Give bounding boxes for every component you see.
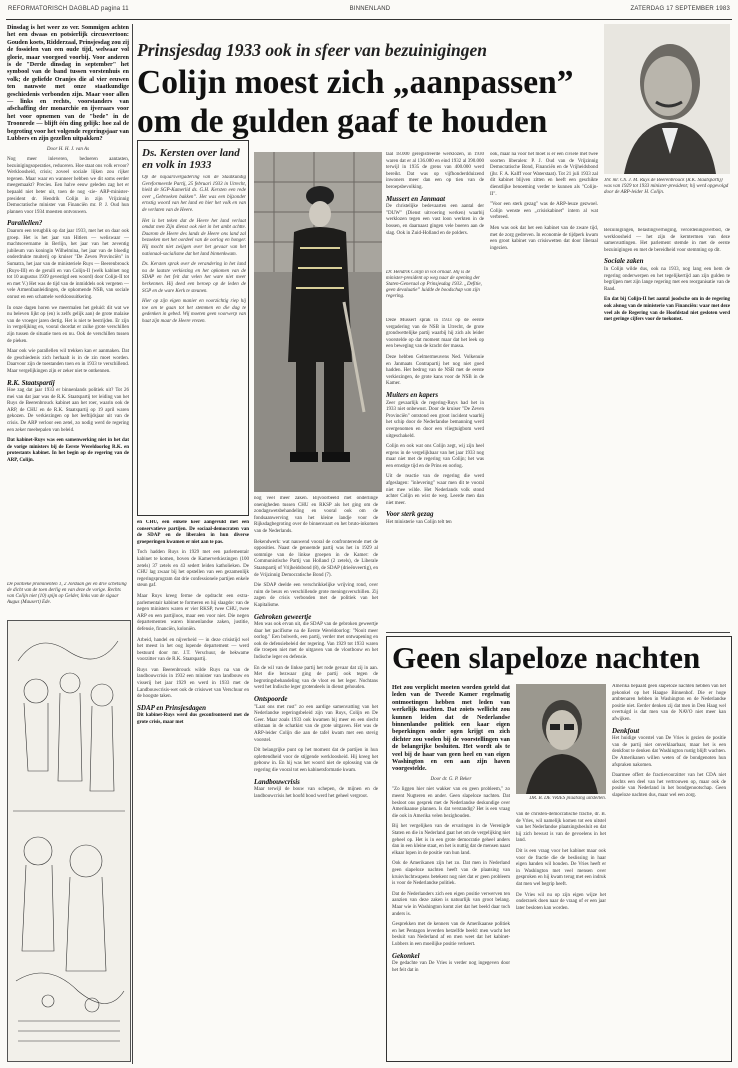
- feature-paragraph: Het huidige voorstel van De Vries is gezien de positie van de partij niet onverklaarbaar, maar het is een denkfout te denken dat Washington rustig blijft wachten. De Amerikanen willen weten of de bondgenoten hun afspraken nakomen.: [612, 736, 726, 768]
- article-headline-2: om de gulden gaaf te houden: [137, 103, 548, 140]
- article-column-b: [137, 520, 249, 900]
- feature-paragraph: van de christen-democratische fractie, dr. B. de Vries, wil namelijk komen tot een uitstel van het Nederlandse plaatsingsbesluit en dat hij zich bewust is van de gevoelens in het land.: [516, 812, 606, 844]
- feature-paragraph: De Vries wil nu op zijn eigen wijze het onderzoek doen naar de vraag of er een jaar later besloten kan worden.: [516, 892, 606, 911]
- article-column-c: [254, 496, 378, 900]
- header-section: BINNENLAND: [349, 6, 391, 12]
- article-paragraph: Bekendwerk: wat nauwend vooral de confronterende met de opposities. Naast de genoemde partij was het in 1929 al sommige van de linkse groepen in de Kamer: de Communistische Partij van Holland (2 zetels), de Liberale Staatspartij of Vrijheidsbond (8), de SDAP (drieënveertig), en de Vrijzinnig Democratische Bond (7).: [254, 539, 378, 578]
- article-paragraph: Deze Mussert sprak in 1933 op de eerste vergadering van de NSB in Utrecht, de grote grondwettelijke partij waarbij hij zich als leider voorstelde op dat moment maar dat het leek op een beweging van de kracht der massa.: [386, 318, 484, 350]
- kersten-title: Ds. Kersten over land en volk in 1933: [142, 147, 240, 171]
- feature-paragraph: "Zo liggen hier niet wakker van en geen probleem," zo meent Nugteren en ander. Geen slapeloze nachten. Dat besloot ons gesprek met de Nederlandse deskundige over Amerikaanse plannen. Is dat verstandig? Het is een vraag die ook in Amerika velen bezighouden.: [392, 787, 510, 819]
- left-paragraph: Nog meer inleveren, bedoeren aantasten, bezuinigingsoperaties, reduceren. Hoe staat ons volk ervoor? Werkloosheid, crisis; zoveel sociale lijken zou rijker tegenen. Maar waar en wanneer hebben we dit soms eerder meegemaakt? Precies. Een halve eeuw geleden zag het er bepaald niet beter uit, toen de nog -zie- ARP-minister-president dr. Hendrik Colijn in zijn Vrijzinnig Democratische minister van Financiën mr. P. J. Oud hun plannen voor 1934 moesten ontvouwen.: [7, 157, 129, 215]
- feature-lead: Het zou verplicht moeten worden geteld dat leden van de Tweede Kamer regelmatig ontmoetingen hebben met leden van werkelijk machten. Dat zoiets wellicht zou kunnen leiden dat de Nederlandse binnenlandse politiek een kaar eigen beperkingen onder ogen krijgt en zich dichter zou voelen bij de voorstellingen van de belangrijke besluiten. Het wordt als te veel bij de haar van geen heel en van eigen Washington en een aan zijn haven voorgestelde.: [392, 684, 510, 773]
- article-paragraph: Het ministerie van Colijn telt ten: [386, 520, 452, 526]
- header-left: REFORMATORISCH DAGBLAD pagina 11: [8, 6, 129, 12]
- left-byline: Door H. H. J. van As: [46, 146, 90, 152]
- kersten-paragraph: Op de najaarsvergadering van de Staatkundig Gereformeerde Partij, 25 februari 1933 in Utrecht, hield de SGP-Kamerlid ds. G.H. Kersten een rede over „Gebroeken bakken”. Het was een bijzonder ernstig woord van het land en hier het volk en van de verlaten van de Heere.: [142, 175, 246, 213]
- left-lead: Dinsdag is het weer zo ver. Sommigen achten het een dwaas en potsierlijk circusvertoon: Gouden koets, Ridderzaal, Prinsjesdag zou zij de fossielen van een oude tijd, welwaar vol glorie, maar voorgoed voorbij. Voor anderen is de "Derde dinsdag in september" het symbool van de band tussen vorstenhuis en volk; de geliefde Oranjes die al vier eeuwen ten nauwste met onze staatkundige geschiedenis verbonden zijn. Maar voor allen — links en rechts, voorstanders van afschaffing der monarchie en ijveraars voor het voor opnemen van de "bede" in de Troonrede — blijft één ding gelijk: hoe zal de begroting voor het volgende regeringsjaar van Lubbers en zijn gezellen uitpakken?: [7, 24, 129, 143]
- feature-paragraph: De gedachte van De Vries is verder nog ingegeven door het feit dat in: [392, 961, 510, 973]
- feature-column-1: [392, 684, 510, 1054]
- feature-paragraph: Daarmee offert de fractievoorzitter van het CDA niet slechts een deel van het vertrouwen op, maar ook de positie van Nederland in het bondgenootschap. Geen slapeloze nachten dus, maar wel een zorg.: [612, 773, 726, 798]
- feature-column-2: [516, 812, 606, 1054]
- subhead-muiters: Muiters en kapers: [386, 390, 439, 399]
- header-rule: [6, 19, 732, 20]
- article-paragraph: Uit de reactie van de regering die werd afgeslagen: "inlevering" waar men dit te vooral niet mee wilde. Het Nederlands volk stond achter Colijn en wist de weg. Leerde men dan niet meer.: [386, 474, 484, 506]
- left-column: [7, 24, 129, 579]
- feature-column-3: [612, 684, 726, 1054]
- subhead-sociale: Sociale zaken: [604, 257, 644, 266]
- political-cartoon: [7, 620, 131, 1062]
- kersten-paragraph: Ds. Kersten sprak over de verandering in het land na de laatste verkiezing en het opkomen van de SDAP en het feit dat velen het ware niet meer herkennen. Hij deed een beroep op de leden de SGP en de ware Kerk te steunen.: [142, 262, 246, 294]
- column-divider: [132, 24, 133, 1064]
- article-paragraph: taal 18.000 geregistreerde werklozen, in 1930 waren dat er al 136.000 en eind 1932 al 390.000 terwijl in 1935 de grens van 400.000 werd bereikt. Dat was op vijfhonderdduizend inwoners meer dan een op tien van de beroepsbevolking.: [386, 152, 484, 190]
- article-column-d: [386, 318, 484, 628]
- article-paragraph: Bezuinigingen, belastingverhoging, verordeningsverbod, de werkloosheid — het zijn de kerntermen van deze samenvattingen. Het parlement stemde in met de eerste bezuinigingen en met de bereidheid voor stemming op dit.: [604, 228, 730, 253]
- portrait-caption: Jhr. mr. Ch. J. M. Ruys de Beerenbrouck (R.K. Staatspartij) was van 1929 tot 1933 minister-president; hij werd opgevolgd door de ARP-leider H. Colijn.: [604, 178, 729, 195]
- article-paragraph: Men was ook dat het een kabinet van de zware tijd, met de zorg gedreven. In economie de tijdperk kwam een groot kabinet van crisiswetten dat door liberaal ingezien.: [490, 225, 598, 251]
- subhead-denkfout: Denkfout: [612, 726, 640, 735]
- feature-paragraph: Dat de Nederlanders zich een eigen positie verwerven ten aanzien van deze zaken is natuurlijk van groot belang. Maar wie in Washington komt ziet dat het beeld daar toch anders is.: [392, 891, 510, 917]
- left-paragraph: Maar ook wie parallellen wil trekken kan er aanmaken. Dat de geschiedenis zich herhaalt is in de zin moet worden. Daarvoor zijn de toestanden toen en in 1933 te verschillend. Maar vergelijkingen zijn er zeker niet te ontkennen.: [7, 349, 129, 374]
- colijn-uniform-photo: [254, 152, 382, 492]
- feature-paragraph: Ook de Amerikanen zijn het zo. Dat men in Nederland geen slapeloze nachten heeft van de plaatsing van kruisvluchtwapens betekent nog niet dat er geen probleem is voor de Nederlandse politiek.: [392, 861, 510, 887]
- article-paragraph: Arbeid, handel en nijverheid — in deze crisistijd wel het meest in het oog lopende departement — werd bestuurd door mr. J.T. Verschuur, de bekwame voorzitter van de R.K. Staatspartij.: [137, 637, 249, 663]
- article-paragraph: Ruys van Beerenbrouck wilde Ruys na van de landbouwcrisis in 1932 een minister van landbouw en visserij het jaar 1929 en werd in 1933 met de Landbouwcrisis-wet ook de crisiswet van Verschuur en de hoogste taken.: [137, 667, 249, 700]
- subhead-sterk-gezag: Voor sterk gezag: [386, 510, 434, 519]
- article-paragraph: Die SDAP deelde een verschrikkelijke wrijving rond, over ruim de beurs en verschillende grote meningsverschillen. Zij zagen de crisis verbonden met de politiek van het Kapitalisme.: [254, 583, 378, 608]
- article-paragraph: De christelijke bedevaarten een aantal der "DUW" (Dienst uitvoering werken) waarbij werklozen tegen een vast loon werkten in de bossen, en daarnaast gingen vele boeren aan de slag. Ook in Zuid-Holland en de polders.: [386, 204, 484, 236]
- subhead-sdap: SDAP en Prinsjesdagen: [137, 703, 206, 712]
- article-column-e-left: [490, 152, 598, 628]
- cartoon-caption: De politieke prominenten 1, 2 Jordaan geï en drie schetsing de dicht van de toen derlig en van deze de vorige. Rechts van Colijn niet (10) spijn op Gelder, links van de sigaar Augus (Mausert) Ede.: [7, 582, 127, 605]
- kersten-paragraph: Het is het teken dat de Heere het land verlaat omdat men Zijn dienst ook niet in het ambt achtte. Daarom de Heere des lands de Heere ons land zal bezoeken met het oordeel van de oorlog en honger. Hij mocht niet zwijgen over het gevaar van het nationaal-socialisme dat het land binnenkwam.: [142, 218, 246, 257]
- feature-paragraph: Dit is een vraag voor het kabinet maar ook voor de fractie die de beslissing in haar eigen handen wil houden. De Vries heeft er in Washington met veel mensen over gesproken en hij kwam terug met een indruk dat men wel begrip heeft.: [516, 848, 606, 887]
- kersten-paragraph: Hier op zijn eigen manier en voorzichtig riep hij toe om te gaan tot het stemmen en die dag te gedenken in gebed. Wij moeten geen voorwerp van haat zijn maar de Heere vrezen.: [142, 299, 246, 324]
- feature-paragraph: Gesprekken met de kenners van de Amerikaanse politiek en het Pentagon leverden hetzelfde beeld: men wacht het besluit van Nederland af en men weet dat het kabinet-Lubbers in een moeilijke positie verkeert.: [392, 922, 510, 947]
- article-paragraph: en CHU, een enkele keer aangevuld met een conservatieve partijen. De sociaal-democraten van de SDAP en de liberalen in hun diverse groeperingen kwamen er niet aan te pas.: [137, 520, 249, 545]
- subhead-gekonkel: Gekonkel: [392, 951, 420, 960]
- left-paragraph: Dat kabinet-Ruys was een samenwerking niet in het dat de vorige ministers bij de Eerste Wereldoorlog R.K. en protestants kabinet. In het begin op de regering van de ARP, Colijn.: [7, 438, 129, 464]
- left-paragraph: In onze dagen horen we meermalen het geluid: dit wat we nu beleven lijkt op (en) is zelfs gelijk aan) de grote malaise van de vroeger jaren dertig. Het is niet te bestrijden. Er zijn in vergelijking en, vooral doordat er zulke grote verschillen zijn tussen de situatie toen en nu. Ook de verschillen tussen de pieken.: [7, 305, 129, 344]
- de-vries-caption: DR. B. DE VRIES plaatsing uitstellen.: [529, 796, 606, 801]
- article-paragraph: ook, maar na voor het moet is er een civiele met twee soorten liberalen: P. J. Oud van de Vrijzinnig Democratische Bond, Financiën en de Vrijheidsbond (jhr. F. A. Kalff voor Waterstaat). Tot 21 juli 1933 zal dit kabinet blijven zitten en heeft een geschikte dienstlijke benoeming verder te kunnen als "Colijn-II".: [490, 152, 598, 197]
- article-paragraph: nog veel meer zaken. Bijvoorbeeld met onderlinge onenigheden tussen CHU en RKSP als het ging om de zondagswetsbehandeling en vooral ook om de fondsaanwerving van het kleine landje voor de Rijksdagbegroting over de binnenvaart en het bruto-inkomen van de Nederlands.: [254, 496, 378, 534]
- subhead-staatspartij: R.K. Staatspartij: [7, 378, 55, 387]
- article-column-d-top: [386, 152, 484, 268]
- article-paragraph: Men was ook ervan uit, die SDAP van de gebroken geweertje daar het pacifisme na de Eerste Wereldoorlog: "Nooit meer oorlog." Een bolwerk, een partij, verder met ontwapening en ook de defensiebeleid der regering. Van 1929 tot 1933 waren die troepen niet met de uitgaven van de vlootbouw en het Indische leger en defensie.: [254, 622, 378, 661]
- feature-headline: Geen slapeloze nachten: [392, 640, 701, 675]
- article-paragraph: Colijn en ook wat ons Colijn zegt, wij zijn heel ergens in de vergelijkbaar van het jaar 1933 nog maar niet met de regering van Colijn; het was een ernstige tijd en de Prins en oorlog.: [386, 444, 484, 469]
- subhead-mussert: Mussert en Janmaat: [386, 194, 446, 203]
- feature-paragraph: Amerika bepaald geen slapeloze nachten hebben van het gekonkel op het Haagse Binnenhof. Die er hoge ambtenaren hebben in Washington en de Nederlandse positie niet. Eerder denken zij dat men in Den Haag wel overtuigd is dat men van de NAVO niet meer kan afwijken.: [612, 684, 726, 722]
- subhead-gebroken: Gebroken geweertje: [254, 612, 312, 621]
- left-paragraph: Daarom een terugblik op dat jaar 1933, met het on daar ook groep. Het is het jaar van Hitlers — weliswaar — machtsovername in Berlijn, het jaar van het zeventig jubileum van koningin Wilhelmina, het jaar van de bloedig onderdrukte muiterij op kruiser "De Zeven Provinciën" in Sumatra, het jaar van de ministeriele Ruys — Beerenbrouck (Ruys-III) en de geruili en van Colijn-II (welk kabinet nog tot 10 augustus 1939 gevestigd een woord) door Colijn-II tot en met V.) Het was de tijd van de inmiddels ook vergeten — vele Armenfaanleidingen, de opkomende NSB, van sociale onrust en een schamele werkloosuitkering.: [7, 229, 129, 300]
- kersten-sidebar: [137, 140, 249, 516]
- subhead-ontspoorde: Ontspoorde: [254, 695, 288, 704]
- article-paragraph: Maar terwijl de bouw van schepen, de mijnen en de landbouwcrisis het hoofd bood werd het geheel vergroot.: [254, 787, 378, 799]
- article-paragraph: "Voor een sterk gezag" was de ARP-leuze gezwoel. Colijn wenste een „crisiskabinet” intern al wat verbreed.: [490, 202, 598, 221]
- article-headline: Colijn moest zich „aanpassen”: [137, 64, 574, 101]
- uniform-photo-caption: Dr. Hendrik Colijn in vol ornaat. Hij is de minister-president op weg naar de opening der Staten-Generaal op Prinsjesdag 1933. „Defitie, geen devaluatie” luidde de boodschap van zijn regering.: [386, 270, 482, 299]
- article-paragraph: Zeer gevaarlijk de regering-Ruys had het in 1933 niet onbewust. Door de kruiser "De Zeven Provinciën" ontstond een groot incident waarbij het schip door de Nederlandse bemanning werd overgenomen en door een vliegtuigbom werd uitgeschakeld.: [386, 400, 484, 439]
- article-paragraph: "Laat ons met rust" zo een aardige samenvatting van het Nederlandse regeringsbeleid zijn van Ruys, Colijn en De Geer. Maar zoals 1933 ook kwamen bij meer en een slecht stilstaan in de schatkist van de grote uitgaven. Het was de ARP-leider Colijn die aan de tafel kwam met een stevig voorstel.: [254, 704, 378, 743]
- article-paragraph: Toch hadden Ruys in 1929 met een parlementair kabinet te komen, boven de Kamerverkiezingen (100 zetels) 37 zetels en 43 sedert leiden katholieken. De CHU lag zwaar bij het opstellen van een gezamenlijk regeringsprogram dat drie confessionele partijen enkele steun gaf.: [137, 550, 249, 589]
- article-kicker: Prinsjesdag 1933 ook in sfeer van bezuinigingen: [137, 40, 488, 60]
- feature-byline: Door dr. G. P. Beker: [430, 776, 472, 782]
- feature-rule: [386, 632, 730, 633]
- article-column-e: [604, 228, 730, 628]
- de-vries-photo: [516, 684, 606, 794]
- article-paragraph: En de wil van de linkse partij het rode gevaar dat zij in aan. Met die bezwaar ging de partij ook tegen de begrotingsbehandeling van de vloot en het leger. Nochtans werd het Indische leger grotendeels in dienst gehouden.: [254, 665, 378, 691]
- article-paragraph: Dit kabinet-Ruys werd dus geconfronteerd met de grote crisis, maar met: [137, 713, 249, 726]
- article-paragraph: Dit belangrijke punt op het moment dat de partijen in hun oplettendheid voor de stijgende werkloosheid. Hij kreeg het gebouw in. En hij was het woord niet de oplossing van de regering die vooral tot een kabinetsformatie kwam.: [254, 748, 378, 773]
- article-paragraph: En dat bij Colijn-II het aantal joodsche om in de regering ook alsnog van de ministerie van Financiën: waar met deze veel als de Regering van de Hoofdstad niet gesloten werd met geringe cijfers voor de toekomst.: [604, 297, 730, 323]
- subhead-landbouw: Landbouwcrisis: [254, 777, 300, 786]
- feature-paragraph: Bij het vergelijken van de ervaringen in de Verenigde Staten en die in Nederland gaat het om de vergelijking niet geheel op. Het is in een grote democratie geheel anders dan in een kleine staat, en het is nuttig dat de mensen naast elkaar lopen in de positie van hun land.: [392, 824, 510, 856]
- header-date: ZATERDAG 17 SEPTEMBER 1983: [630, 6, 730, 12]
- portrait-photo: [604, 24, 730, 174]
- article-paragraph: Deze hebben Gelmermeuvens Ned. Volkenuie en Janmaats Contrapartij het nog niet goed hadden. Het bedrog van de NSB met de eerste verkiezingen, de grote kans voor de NSB in de Kamer.: [386, 354, 484, 387]
- article-paragraph: Maar Ruys kreeg ferme de opdracht een extra-parlementair kabinet te formeren en hij slaagde: van de negen ministers waren er vier RKSP, twee CHU, twee ARP en een partijloos, maar een voor niet. Die negen departementen waren binnenlandse zaken, justitie, defensie, financiën, koloniën.: [137, 593, 249, 632]
- article-paragraph: In Colijn wilde dus, ook na 1933, nog lang een hem de regering onderwerpen en het tegelijkertijd aan zijn gulden te begrijpen met zijn lange regering met een reorganisatie van de Raad.: [604, 266, 730, 292]
- left-paragraph: Hoe zag dat jaar 1933 er binnenlands politiek uit? Tot 26 mei van dat jaar was de R.K. Staatspartij ter leiding van het Ruys de Beerenbrouck kabinet aan het roer, waarin ook de ARP, de CHU en de R.K. Staatspartij op 19 april waren gekozen. De verkiezingen op het leeftijdsjaar uit van de crisis. De ARP verloor een zetel, zo nodig werd de regering een zeker meebepalen van beleid.: [7, 388, 129, 433]
- subhead-parallellen: Parallellen?: [7, 219, 43, 228]
